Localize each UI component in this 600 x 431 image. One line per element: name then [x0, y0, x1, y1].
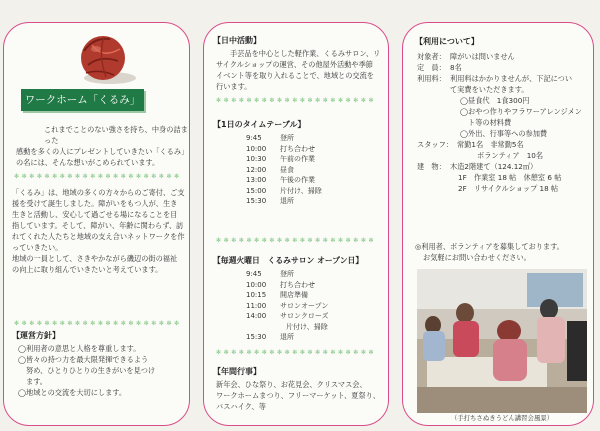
fee-line: ◯外出、行事等への参加費 — [460, 129, 548, 138]
staff-line: 常勤1名 非常勤5名 — [457, 140, 524, 149]
building-line: 木造2階建て（124.12㎡） — [450, 162, 538, 171]
activity: 打ち合わせ — [280, 280, 315, 289]
recruit-text — [415, 241, 591, 263]
intro-line: これまでことのない強さを持ち、中身の詰まった — [44, 125, 188, 145]
usage-info — [417, 51, 591, 194]
fee-line: ◯おやつ作りやフラワーアレンジメン — [460, 107, 582, 116]
target-label: 対象者： — [417, 52, 446, 61]
body-line: 援を受けて誕生しました。障がいをもつ人が、生き — [12, 199, 178, 208]
photo-caption: （手打ちさぬきうどん講習会風景） — [450, 414, 554, 422]
salon-row — [246, 311, 386, 322]
salon-row — [246, 269, 386, 280]
annual-text — [216, 379, 388, 412]
activity-line: 行います。 — [216, 82, 252, 91]
building-label: 建 物： — [417, 162, 446, 171]
timetable-row — [246, 186, 386, 197]
policy-item: ◯利用者の意思と人格を尊重します。 — [18, 344, 141, 353]
fee-line: ト等の材料費 — [468, 118, 512, 127]
timetable-row — [246, 144, 386, 155]
activity: 登所 — [280, 134, 294, 142]
time: 11:00 — [246, 301, 267, 310]
timetable-row — [246, 133, 386, 144]
panel-left — [3, 22, 190, 426]
usage-title: 【利用について】 — [415, 37, 479, 46]
annual-title: 【年間行事】 — [213, 367, 261, 376]
timetable-row — [246, 165, 386, 176]
annual-line: ワークホームまつり、フリーマーケット、夏祭り、 — [216, 391, 381, 400]
salon-row — [246, 322, 386, 333]
staff-values — [457, 139, 591, 161]
time: 15:00 — [246, 186, 267, 195]
dotted-divider: ✻✻✻✻✻✻✻✻✻✻✻✻✻✻✻✻✻✻✻✻✻ — [216, 97, 377, 104]
activity: 開店準備 — [280, 291, 308, 299]
body-line: の向上に取り組んでいきたいと考えています。 — [12, 265, 163, 274]
body-line: 「くるみ」は、地域の多くの方々からのご寄付、ご支 — [12, 188, 185, 197]
activity: サロンクローズ — [280, 312, 329, 320]
activity: 片付け、掃除 — [280, 186, 322, 195]
dotted-divider: ✻✻✻✻✻✻✻✻✻✻✻✻✻✻✻✻✻✻✻✻✻ — [216, 349, 377, 356]
recruit-line: ◎利用者、ボランティアを募集しております。 — [415, 242, 564, 251]
timetable-row — [246, 154, 386, 165]
fee-values — [450, 73, 591, 139]
intro-line: の名には、そんな想いがこめられています。 — [16, 158, 160, 167]
body-line: っていきたい。 — [12, 243, 63, 252]
activity: 午後の作業 — [280, 176, 315, 184]
activity: 午前の作業 — [280, 155, 315, 163]
activity: 片付け、掃除 — [286, 322, 328, 331]
staff-row — [417, 139, 591, 161]
capacity-label: 定 員： — [417, 63, 446, 72]
annual-line: バスハイク、等 — [216, 402, 266, 411]
capacity-row — [417, 62, 591, 73]
workshop-photo — [417, 269, 587, 413]
building-row — [417, 161, 591, 194]
activity-line: イベント等を取り入れることで、地域との交流を — [216, 71, 374, 80]
activity: 退所 — [280, 197, 294, 205]
fee-label: 利用料： — [417, 74, 446, 83]
dotted-divider: ✻✻✻✻✻✻✻✻✻✻✻✻✻✻✻✻✻✻✻✻✻ — [216, 237, 377, 244]
timetable-row — [246, 175, 386, 186]
time: 10:15 — [246, 291, 267, 299]
activity: 打ち合わせ — [280, 144, 315, 153]
time: 14:00 — [246, 312, 267, 320]
recruit-line: お気軽にお問い合わせください。 — [423, 253, 531, 262]
time: 13:00 — [246, 176, 267, 184]
time: 15:30 — [246, 197, 267, 205]
panel-right — [402, 22, 594, 426]
building-values — [450, 161, 591, 194]
activity: 登所 — [280, 270, 294, 278]
title-banner — [21, 89, 144, 111]
salon-row — [246, 332, 386, 343]
salon-row — [246, 301, 386, 312]
building-line: 1F 作業室 18 帖 休憩室 6 帖 — [458, 173, 562, 182]
staff-label: スタッフ： — [417, 140, 453, 149]
policy-list — [18, 343, 186, 398]
time: 15:30 — [246, 333, 267, 341]
time: 10:00 — [246, 280, 267, 289]
dotted-divider: ✻✻✻✻✻✻✻✻✻✻✻✻✻✻✻✻✻✻✻✻✻✻ — [14, 173, 182, 180]
activity: 昼食 — [280, 165, 294, 174]
activity: 退所 — [280, 333, 294, 341]
salon-row — [246, 290, 386, 301]
fee-line: て実費をいただきます。 — [450, 85, 529, 94]
banner-text: ワークホーム「くるみ」 — [24, 94, 141, 106]
target-value: 障がいは問いません — [450, 52, 515, 61]
time: 9:45 — [246, 270, 262, 278]
body-line: 指しています。そして、障がい、年齢に関わらず、訪 — [12, 221, 184, 230]
body-text — [12, 187, 188, 275]
policy-item: ます。 — [26, 377, 47, 386]
staff-line: ボランティア 10名 — [477, 151, 544, 160]
policy-title: 【運営方針】 — [12, 331, 60, 340]
capacity-value: 8名 — [450, 63, 462, 72]
intro-text — [16, 124, 188, 168]
dotted-divider: ✻✻✻✻✻✻✻✻✻✻✻✻✻✻✻✻✻✻✻✻✻✻ — [14, 320, 182, 327]
policy-item: 努め、ひとりひとりの生きがいを見つけ — [26, 366, 156, 375]
intro-line: 感動を多くの人にプレゼントしていきたい「くるみ」 — [16, 147, 189, 156]
time: 12:00 — [246, 165, 267, 174]
body-line: れてくれた人たちと地域の支え合いネットワークを作 — [12, 232, 185, 241]
activity-title: 【日中活動】 — [213, 36, 261, 45]
activity-text — [216, 48, 388, 92]
time — [246, 322, 280, 333]
annual-line: 新年会、ひな祭り、お花見会、クリスマス会、 — [216, 380, 367, 389]
salon-row — [246, 280, 386, 291]
body-line: 生きと活動し、安心して過ごせる場になることを目 — [12, 210, 178, 219]
salon-list — [246, 269, 386, 343]
fee-line: ◯昼食代 1食300円 — [460, 96, 530, 105]
fee-row — [417, 73, 591, 139]
walnut-logo — [70, 31, 140, 87]
panel-middle — [203, 22, 389, 426]
building-line: 2F リサイクルショップ 18 帖 — [458, 184, 559, 193]
target-row — [417, 51, 591, 62]
activity: サロンオープン — [280, 301, 329, 310]
timetable-list — [246, 133, 386, 207]
activity-line: サイクルショップの運営、その他屋外活動や季節 — [216, 60, 373, 69]
activity-line: 手芸品を中心とした軽作業、くるみサロン、リ — [230, 49, 381, 58]
time: 10:30 — [246, 155, 267, 163]
time: 9:45 — [246, 134, 262, 142]
policy-item: ◯皆々の持つ力を最大限発揮できるよう — [18, 355, 149, 364]
policy-item: ◯地域との交流を大切にします。 — [18, 388, 127, 397]
time: 10:00 — [246, 144, 267, 153]
salon-title: 【毎週火曜日 くるみサロン オープン日】 — [213, 256, 364, 265]
timetable-title: 【1日のタイムテーブル】 — [213, 120, 306, 129]
fee-line: 利用料はかかりませんが、下記につい — [450, 74, 573, 83]
body-line: 地域の一員として、さきやかながら磯辺の街の福祉 — [12, 254, 178, 263]
timetable-row — [246, 196, 386, 207]
